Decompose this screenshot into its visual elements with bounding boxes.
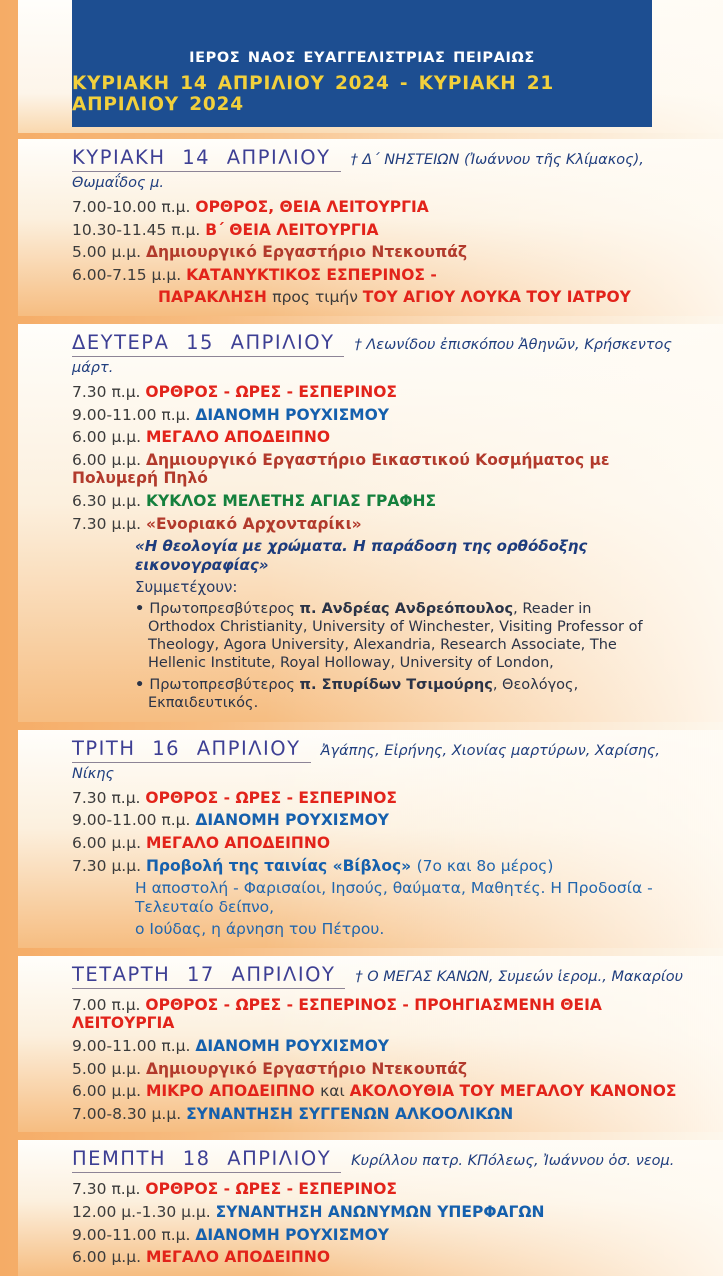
time-label: 12.00 μ.-1.30 μ.μ. bbox=[72, 1203, 216, 1222]
time-label: 7.30 π.μ. bbox=[72, 382, 146, 401]
schedule-line bbox=[72, 288, 701, 307]
text-segment: ΟΡΘΡΟΣ - ΩΡΕΣ - ΕΣΠΕΡΙΝΟΣ - ΠΡΟΗΓΙΑΣΜΕΝΗ ΘΕΙΑ ΛΕΙΤΟΥΡΓΙΑ bbox=[72, 995, 602, 1033]
text-segment: ΟΡΘΡΟΣ - ΩΡΕΣ - ΕΣΠΕΡΙΝΟΣ bbox=[145, 382, 398, 401]
schedule-line bbox=[72, 1082, 701, 1101]
time-label: 9.00-11.00 π.μ. bbox=[72, 405, 196, 424]
text-segment: ΜΕΓΑΛΟ ΑΠΟΔΕΙΠΝΟ bbox=[145, 428, 331, 447]
schedule-line bbox=[72, 834, 701, 853]
text-segment: , Θεολόγος, Εκπαιδευτικός. bbox=[148, 676, 579, 711]
text-segment: ΜΕΓΑΛΟ ΑΠΟΔΕΙΠΝΟ bbox=[145, 833, 331, 852]
schedule-line bbox=[72, 515, 701, 534]
text-segment: ΟΡΘΡΟΣ - ΩΡΕΣ - ΕΣΠΕΡΙΝΟΣ bbox=[145, 788, 398, 807]
time-label: 5.00 μ.μ. bbox=[72, 243, 146, 262]
text-segment: ΣΥΝΑΝΤΗΣΗ ΣΥΓΓΕΝΩΝ ΑΛΚΟΟΛΙΚΩΝ bbox=[186, 1104, 514, 1123]
day-header bbox=[72, 737, 701, 782]
day-header bbox=[72, 963, 701, 989]
day-title: ΔΕΥΤΕΡΑ 15 ΑΠΡΙΛΙΟΥ bbox=[72, 331, 344, 357]
day-section-4 bbox=[18, 956, 723, 1133]
text-segment: ΔΙΑΝΟΜΗ ΡΟΥΧΙΣΜΟΥ bbox=[195, 811, 389, 830]
participant-item bbox=[135, 677, 653, 713]
time-label: 6.00-7.15 μ.μ. bbox=[72, 265, 187, 284]
schedule-line bbox=[72, 1180, 701, 1199]
text-segment: ΤΟΥ ΑΓΙΟΥ ΛΟΥΚΑ ΤΟΥ ΙΑΤΡΟΥ bbox=[362, 288, 631, 307]
text-segment: ΚΑΤΑΝΥΚΤΙΚΟΣ ΕΣΠΕΡΙΝΟΣ - bbox=[186, 265, 437, 284]
text-segment: Προβολή της ταινίας «Βίβλος» bbox=[145, 856, 417, 875]
time-label: 9.00-11.00 π.μ. bbox=[72, 1225, 196, 1244]
schedule-line bbox=[72, 221, 701, 240]
text-segment: ΣΥΝΑΝΤΗΣΗ ΑΝΩΝΥΜΩΝ ΥΠΕΡΦΑΓΩΝ bbox=[215, 1203, 545, 1222]
schedule-line bbox=[72, 428, 701, 447]
week-date-range: ΚΥΡΙΑΚΗ 14 ΑΠΡΙΛΙΟΥ 2024 - ΚΥΡΙΑΚΗ 21 ΑΠΡΙΛΙΟΥ 2024 bbox=[72, 73, 555, 115]
time-label: 6.00 μ.μ. bbox=[72, 1082, 146, 1101]
time-label: 6.00 μ.μ. bbox=[72, 833, 146, 852]
time-label: 7.30 μ.μ. bbox=[72, 856, 146, 875]
time-label: 7.00-10.00 π.μ. bbox=[72, 198, 196, 216]
text-segment: και bbox=[320, 1082, 350, 1101]
text-segment: ΠΑΡΑΚΛΗΣΗ bbox=[158, 288, 273, 307]
schedule-line bbox=[72, 492, 701, 511]
day-title: ΤΕΤΑΡΤΗ 17 ΑΠΡΙΛΙΟΥ bbox=[72, 963, 345, 989]
day-title: ΠΕΜΠΤΗ 18 ΑΠΡΙΛΙΟΥ bbox=[72, 1147, 341, 1173]
time-label: 6.00 μ.μ. bbox=[72, 450, 146, 469]
text-segment: ο Ιούδας, η άρνηση του Πέτρου. bbox=[135, 920, 385, 939]
schedule-line bbox=[72, 996, 701, 1033]
text-segment: (7ο και 8ο μέρος) bbox=[416, 856, 554, 875]
text-segment: ΔΙΑΝΟΜΗ ΡΟΥΧΙΣΜΟΥ bbox=[195, 1225, 389, 1244]
title-box bbox=[72, 0, 652, 127]
time-label: 7.30 π.μ. bbox=[72, 788, 146, 807]
schedule-line bbox=[72, 1226, 701, 1245]
sections bbox=[18, 139, 723, 1276]
text-segment: , Reader in Orthodox Christianity, University of Winchester, Visiting Professor of Theology, Agora University, Alexandria, Research Associate, The Hellenic Institute, Royal Holloway, University of London, bbox=[148, 600, 643, 671]
day-section-2 bbox=[18, 324, 723, 722]
text-segment: ΔΙΑΝΟΜΗ ΡΟΥΧΙΣΜΟΥ bbox=[195, 405, 389, 424]
text-segment: π. Ανδρέας Ανδρεόπουλος bbox=[299, 600, 514, 617]
day-title: ΤΡΙΤΗ 16 ΑΠΡΙΛΙΟΥ bbox=[72, 737, 311, 763]
feast-subtitle: † Δ΄ ΝΗΣΤΕΙΩΝ (Ἰωάννου τῆς Κλίμακος), Θωμαΐδος μ. bbox=[72, 152, 644, 191]
text-segment: ΟΡΘΡΟΣ - ΩΡΕΣ - ΕΣΠΕΡΙΝΟΣ bbox=[145, 1180, 398, 1199]
schedule-line bbox=[72, 578, 701, 597]
text-segment: π. Σπυρίδων Τσιμούρης bbox=[299, 676, 493, 693]
feast-subtitle: † Ο ΜΕΓΑΣ ΚΑΝΩΝ, Συμεών ἱερομ., Μακαρίου bbox=[355, 968, 684, 985]
schedule-line bbox=[72, 1203, 701, 1222]
schedule-line bbox=[72, 198, 701, 217]
time-label: 6.00 μ.μ. bbox=[72, 428, 146, 447]
text-segment: Δημιουργικό Εργαστήριο Εικαστικού Κοσμήματος με Πολυμερή Πηλό bbox=[72, 450, 610, 488]
time-label: 5.00 μ.μ. bbox=[72, 1059, 146, 1078]
text-segment: ΑΚΟΛΟΥΘΙΑ ΤΟΥ ΜΕΓΑΛΟΥ ΚΑΝΟΝΟΣ bbox=[349, 1082, 677, 1101]
schedule-line bbox=[72, 920, 701, 939]
day-header bbox=[72, 146, 701, 191]
schedule-line bbox=[72, 406, 701, 425]
text-segment: «Ενοριακό Αρχονταρίκι» bbox=[145, 514, 362, 533]
text-segment: Συμμετέχουν: bbox=[135, 578, 238, 597]
time-label: 7.00-8.30 μ.μ. bbox=[72, 1104, 187, 1123]
text-segment: «Η θεολογία με χρώματα. Η παράδοση της ορθόδοξης εικονογραφίας» bbox=[135, 537, 588, 574]
day-header bbox=[72, 331, 701, 376]
day-section-5 bbox=[18, 1140, 723, 1275]
text-segment: ΚΥΚΛΟΣ ΜΕΛΕΤΗΣ ΑΓΙΑΣ ΓΡΑΦΗΣ bbox=[145, 491, 437, 510]
time-label: 7.30 π.μ. bbox=[72, 1180, 146, 1199]
feast-subtitle: Ἀγάπης, Εἰρήνης, Χιονίας μαρτύρων, Χαρίσης, Νίκης bbox=[72, 742, 661, 782]
feast-subtitle: † Λεωνίδου ἐπισκόπου Ἀθηνῶν, Κρήσκεντος μάρτ. bbox=[72, 336, 672, 376]
text-segment: Πρωτοπρεσβύτερος bbox=[149, 676, 300, 693]
day-section-1 bbox=[18, 139, 723, 316]
schedule-line bbox=[72, 789, 701, 808]
time-label: 6.30 μ.μ. bbox=[72, 491, 146, 510]
bullet-icon: • bbox=[135, 600, 150, 617]
header-band bbox=[18, 0, 723, 133]
time-label: 7.00 π.μ. bbox=[72, 995, 146, 1014]
day-title: ΚΥΡΙΑΚΗ 14 ΑΠΡΙΛΙΟΥ bbox=[72, 146, 341, 172]
day-section-3 bbox=[18, 730, 723, 948]
schedule-line bbox=[72, 1037, 701, 1056]
time-label: 9.00-11.00 π.μ. bbox=[72, 1037, 196, 1056]
text-segment: Πρωτοπρεσβύτερος bbox=[149, 600, 300, 617]
time-label: 6.00 μ.μ. bbox=[72, 1248, 146, 1267]
participant-item bbox=[135, 601, 653, 673]
text-segment: Β΄ ΘΕΙΑ ΛΕΙΤΟΥΡΓΙΑ bbox=[205, 220, 379, 239]
schedule-line bbox=[72, 266, 701, 285]
schedule-line bbox=[72, 1248, 701, 1267]
text-segment: ΔΙΑΝΟΜΗ ΡΟΥΧΙΣΜΟΥ bbox=[195, 1037, 389, 1056]
church-name: ΙΕΡΟΣ ΝΑΟΣ ΕΥΑΓΓΕΛΙΣΤΡΙΑΣ ΠΕΙΡΑΙΩΣ bbox=[189, 50, 535, 66]
time-label: 10.30-11.45 π.μ. bbox=[72, 220, 206, 239]
text-segment: ΟΡΘΡΟΣ, ΘΕΙΑ ΛΕΙΤΟΥΡΓΙΑ bbox=[195, 198, 429, 216]
text-segment: Η αποστολή - Φαρισαίοι, Ιησούς, θαύματα, Μαθητές. Η Προδοσία - Τελευταίο δείπνο, bbox=[135, 879, 653, 916]
time-label: 7.30 μ.μ. bbox=[72, 514, 146, 533]
schedule-line bbox=[72, 879, 701, 916]
feast-subtitle: Κυρίλλου πατρ. ΚΠόλεως, Ἰωάννου ὁσ. νεομ. bbox=[351, 1153, 675, 1170]
schedule-line bbox=[72, 1105, 701, 1124]
schedule-line bbox=[72, 451, 701, 488]
text-segment: Δημιουργικό Εργαστήριο Ντεκουπάζ bbox=[145, 1059, 468, 1078]
day-header bbox=[72, 1147, 701, 1173]
bullet-icon: • bbox=[135, 676, 150, 693]
time-label: 9.00-11.00 π.μ. bbox=[72, 811, 196, 830]
schedule-line bbox=[72, 383, 701, 402]
text-segment: ΜΕΓΑΛΟ ΑΠΟΔΕΙΠΝΟ bbox=[145, 1248, 331, 1267]
text-segment: προς τιμήν bbox=[272, 288, 363, 307]
schedule-line bbox=[72, 811, 701, 830]
schedule-line bbox=[72, 537, 701, 574]
schedule-line bbox=[72, 243, 701, 262]
text-segment: Δημιουργικό Εργαστήριο Ντεκουπάζ bbox=[145, 243, 468, 262]
schedule-line bbox=[72, 1060, 701, 1079]
text-segment: ΜΙΚΡΟ ΑΠΟΔΕΙΠΝΟ bbox=[145, 1082, 321, 1101]
schedule-line bbox=[72, 857, 701, 876]
